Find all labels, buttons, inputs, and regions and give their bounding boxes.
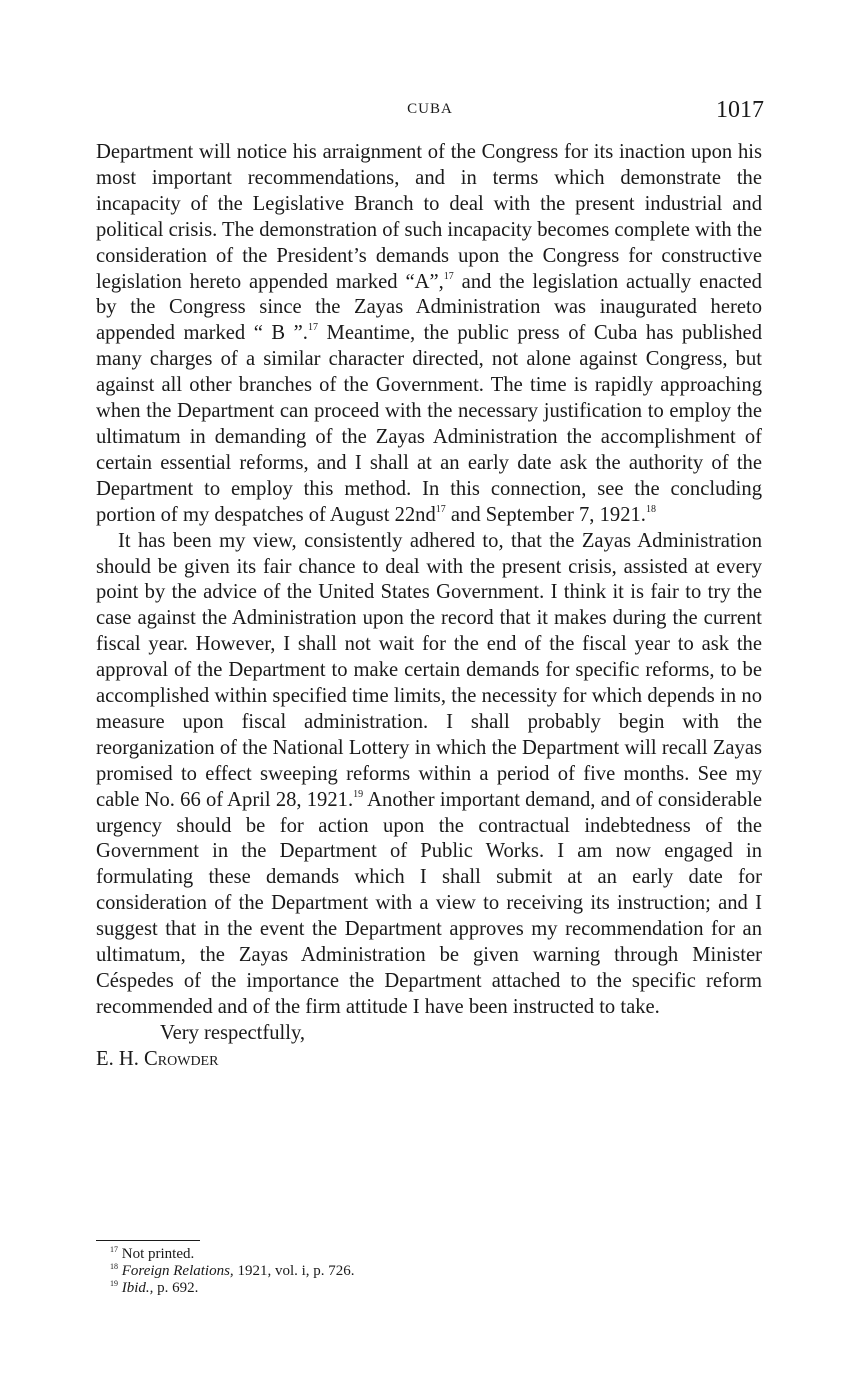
footnote-ref: 17 <box>443 270 454 282</box>
footnote-18 <box>110 1263 355 1280</box>
paragraph-2-text-a: It has been my view, consistently adhered to, that the Zayas Administration should be given its fair chance to deal with the present crisis, assisted at every point by the advice of the United States Government. I think it is fair to try the case against the Administration upon the record that it makes during the current fiscal year. However, I shall not wait for the end of the fiscal year to ask the approval of the Department to make certain demands for specific reforms, to be accomplished within specified time limits, the necessity for which depends in no measure upon fiscal administration. I shall probably begin with the reorganization of the National Lottery in which the Department will recall Zayas promised to effect sweeping reforms within a period of five months. See my cable No. 66 of April 28, 1921. <box>96 529 762 811</box>
footnote-text: Not printed. <box>121 1246 195 1262</box>
footnote-text: p. 692. <box>153 1280 199 1296</box>
signature-name: E. H. Crowder <box>96 1047 219 1070</box>
signature <box>96 1047 762 1073</box>
paragraph-1-text-b: and the legislation actually enacted by the Congress since the Zayas Administration was inaugurated hereto appended marked “ B ”. <box>96 270 762 345</box>
footnote-ref: 19 <box>353 788 364 800</box>
footnote-number: 17 <box>110 1245 118 1254</box>
paragraph-1 <box>96 140 762 529</box>
closing-salutation: Very respectfully, <box>160 1021 306 1044</box>
footnote-ref: 18 <box>645 503 656 515</box>
paragraph-1-text-d: and September 7, 1921. <box>445 503 646 526</box>
footnote-ref: 17 <box>307 322 318 334</box>
footnote-number: 18 <box>110 1262 118 1271</box>
paragraph-1-text-c: Meantime, the public press of Cuba has published many charges of a similar character directed, not alone against Congress, but against all other branches of the Government. The time is rapidly approaching when the Department can proceed with the necessary justification to employ the ultimatum in demanding of the Zayas Administration the accomplishment of certain essential reforms, and I shall at an early date ask the authority of the Department to employ this method. In this connection, see the concluding portion of my despatches of August 22nd <box>96 322 762 526</box>
footnote-ref: 17 <box>435 503 446 515</box>
page-header <box>96 97 764 131</box>
footnotes <box>110 1246 355 1297</box>
letter-body <box>96 140 762 1073</box>
footnote-number: 19 <box>110 1279 118 1288</box>
footnote-source-title: Foreign Relations, <box>121 1263 234 1279</box>
footnote-divider <box>96 1240 200 1241</box>
footnote-text: 1921, vol. i, p. 726. <box>233 1263 355 1279</box>
paragraph-2-text-b: Another important demand, and of considerable urgency should be for action upon the contractual indebtedness of the Government in the Department of Public Works. I am now engaged in formulating these demands which I shall submit at an early date for consideration of the Department with a view to receiving its instruction; and I suggest that in the event the Department approves my recommendation for an ultimatum, the Zayas Administration be given warning through Minister Céspedes of the importance the Department attached to the specific reform recommended and of the firm attitude I have been instructed to take. <box>96 788 762 1018</box>
footnote-source-title: Ibid., <box>121 1280 154 1296</box>
footnote-19 <box>110 1280 355 1297</box>
running-title: CUBA <box>407 101 453 117</box>
paragraph-1-text-a: Department will notice his arraignment of the Congress for its inaction upon his most important recommendations, and in terms which demonstrate the incapacity of the Legislative Branch to deal with the present industrial and political crisis. The demonstration of such incapacity becomes complete with the consideration of the President’s demands upon the Congress for constructive legislation hereto appended marked “A”, <box>96 141 762 293</box>
footnote-17 <box>110 1246 355 1263</box>
page-number: 1017 <box>716 97 764 123</box>
paragraph-2 <box>96 529 762 1021</box>
